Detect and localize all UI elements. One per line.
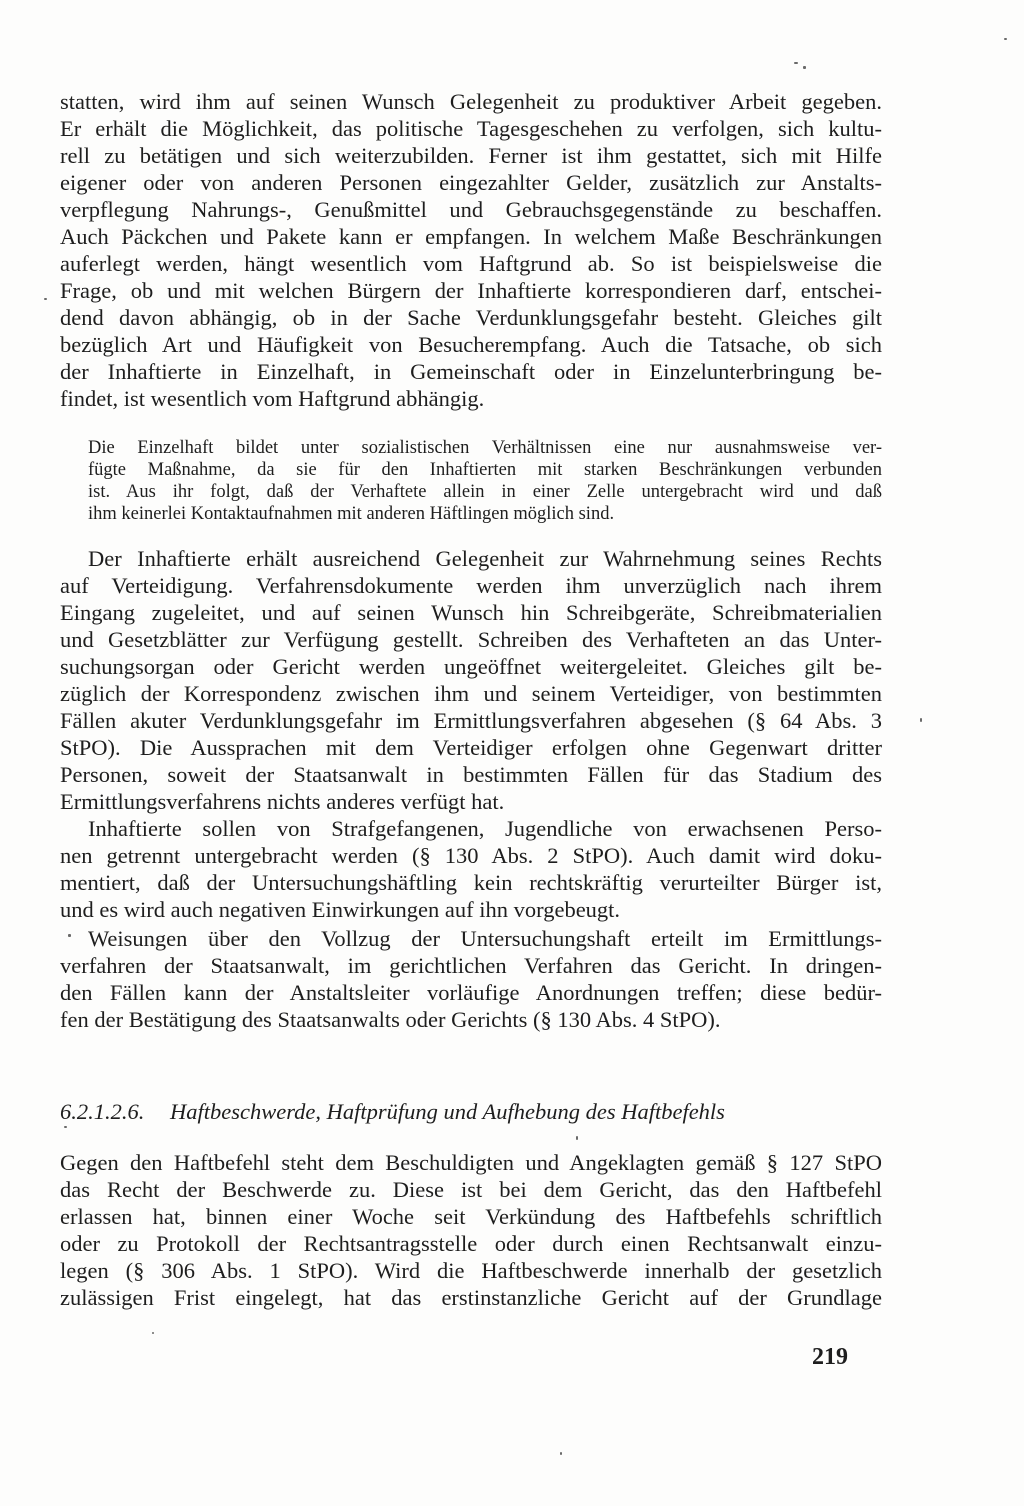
scan-speck xyxy=(576,1136,578,1140)
scan-speck xyxy=(794,62,798,64)
text-line: Frage, ob und mit welchen Bürgern der Inhaftierte korrespondieren darf, entschei- xyxy=(60,278,882,303)
text-line: verfahren der Staatsanwalt, im gerichtlichen Verfahren das Gericht. In dringen- xyxy=(60,953,882,978)
note-line: Die Einzelhaft bildet unter sozialistischen Verhältnissen eine nur ausnahmsweise ver- xyxy=(88,438,882,458)
text-line: suchungsorgan oder Gericht werden ungeöffnet weitergeleitet. Gleiches gilt be- xyxy=(60,654,882,679)
text-line: statten, wird ihm auf seinen Wunsch Gelegenheit zu produktiver Arbeit gegeben. xyxy=(60,89,882,114)
text-line: eigener oder von anderen Personen eingezahlter Gelder, zusätzlich zur Anstalts- xyxy=(60,170,882,195)
text-line: Eingang zugeleitet, und auf seinen Wunsch hin Schreibgeräte, Schreibmaterialien xyxy=(60,600,882,625)
scan-speck xyxy=(68,934,71,937)
text-line: fen der Bestätigung des Staatsanwalts oder Gerichts (§ 130 Abs. 4 StPO). xyxy=(60,1007,721,1032)
text-line: züglich der Korrespondenz zwischen ihm und seinem Verteidiger, von bestimmten xyxy=(60,681,882,706)
text-line: und es wird auch negativen Einwirkungen auf ihn vorgebeugt. xyxy=(60,897,621,922)
text-line: Auch Päckchen und Pakete kann er empfangen. In welchem Maße Beschränkungen xyxy=(60,224,882,249)
text-line: Fällen akuter Verdunklungsgefahr im Ermittlungsverfahren abgesehen (§ 64 Abs. 3 xyxy=(60,708,882,733)
text-line: Ermittlungsverfahrens nichts anderes verfügt hat. xyxy=(60,789,505,814)
text-line: verpflegung Nahrungs-, Genußmittel und Gebrauchsgegenstände zu beschaffen. xyxy=(60,197,882,222)
text-line: der Inhaftierte in Einzelhaft, in Gemeinschaft oder in Einzelunterbringung be- xyxy=(60,359,882,384)
text-line: dend davon abhängig, ob in der Sache Verdunklungsgefahr besteht. Gleiches gilt xyxy=(60,305,882,330)
text-line: StPO). Die Aussprachen mit dem Verteidiger erfolgen ohne Gegenwart dritter xyxy=(60,735,882,760)
text-line: rell zu betätigen und sich weiterzubilden. Ferner ist ihm gestattet, sich mit Hilfe xyxy=(60,143,882,168)
text-line: und Gesetzblätter zur Verfügung gestellt. Schreiben des Verhafteten an das Unter- xyxy=(60,627,882,652)
text-line: nen getrennt untergebracht werden (§ 130 Abs. 2 StPO). Auch damit wird doku- xyxy=(60,843,882,868)
note-line: fügte Maßnahme, da sie für den Inhaftierten mit starken Beschränkungen verbunden xyxy=(88,460,882,480)
section-heading xyxy=(60,1098,882,1125)
text-line: auferlegt werden, hängt wesentlich vom Haftgrund ab. So ist beispielsweise die xyxy=(60,251,882,276)
scan-speck xyxy=(64,1126,67,1128)
section-title: Haftbeschwerde, Haftprüfung und Aufhebung des Haftbefehls xyxy=(170,1099,725,1124)
note-line: ist. Aus ihr folgt, daß der Verhaftete allein in einer Zelle untergebracht wird und daß xyxy=(88,482,882,502)
text-line: das Recht der Beschwerde zu. Diese ist bei dem Gericht, das den Haftbefehl xyxy=(60,1177,882,1202)
page-number: 219 xyxy=(812,1344,848,1370)
text-line: mentiert, daß der Untersuchungshäftling kein rechtskräftig verurteilter Bürger ist, xyxy=(60,870,882,895)
text-line: Der Inhaftierte erhält ausreichend Gelegenheit zur Wahrnehmung seines Rechts xyxy=(88,546,882,571)
text-line: Er erhält die Möglichkeit, das politische Tagesgeschehen zu verfolgen, sich kultu- xyxy=(60,116,882,141)
scan-speck xyxy=(560,1452,562,1455)
section-number: 6.2.1.2.6. xyxy=(60,1099,145,1124)
text-line: Inhaftierte sollen von Strafgefangenen, Jugendliche von erwachsenen Perso- xyxy=(88,816,882,841)
text-line: Gegen den Haftbefehl steht dem Beschuldigten und Angeklagten gemäß § 127 StPO xyxy=(60,1150,882,1175)
text-line: auf Verteidigung. Verfahrensdokumente werden ihm unverzüglich nach ihrem xyxy=(60,573,882,598)
text-line: oder zu Protokoll der Rechtsantragsstelle oder durch einen Rechtsanwalt einzu- xyxy=(60,1231,882,1256)
scan-speck xyxy=(152,1332,154,1334)
note-line: ihm keinerlei Kontaktaufnahmen mit anderen Häftlingen möglich sind. xyxy=(88,504,615,524)
scan-speck xyxy=(920,718,922,722)
text-line: Personen, soweit der Staatsanwalt in bestimmten Fällen für das Stadium des xyxy=(60,762,882,787)
text-line: legen (§ 306 Abs. 1 StPO). Wird die Haftbeschwerde innerhalb der gesetzlich xyxy=(60,1258,882,1283)
text-line: den Fällen kann der Anstaltsleiter vorläufige Anordnungen treffen; diese bedür- xyxy=(60,980,882,1005)
text-line: zulässigen Frist eingelegt, hat das erstinstanzliche Gericht auf der Grundlage xyxy=(60,1285,882,1310)
scan-speck xyxy=(803,66,806,69)
text-line: bezüglich Art und Häufigkeit von Besucherempfang. Auch die Tatsache, ob sich xyxy=(60,332,882,357)
text-line: findet, ist wesentlich vom Haftgrund abhängig. xyxy=(60,386,485,411)
scan-speck xyxy=(44,298,47,300)
text-line: Weisungen über den Vollzug der Untersuchungshaft erteilt im Ermittlungs- xyxy=(88,926,882,951)
scan-speck xyxy=(1004,38,1007,40)
text-line: erlassen hat, binnen einer Woche seit Verkündung des Haftbefehls schriftlich xyxy=(60,1204,882,1229)
